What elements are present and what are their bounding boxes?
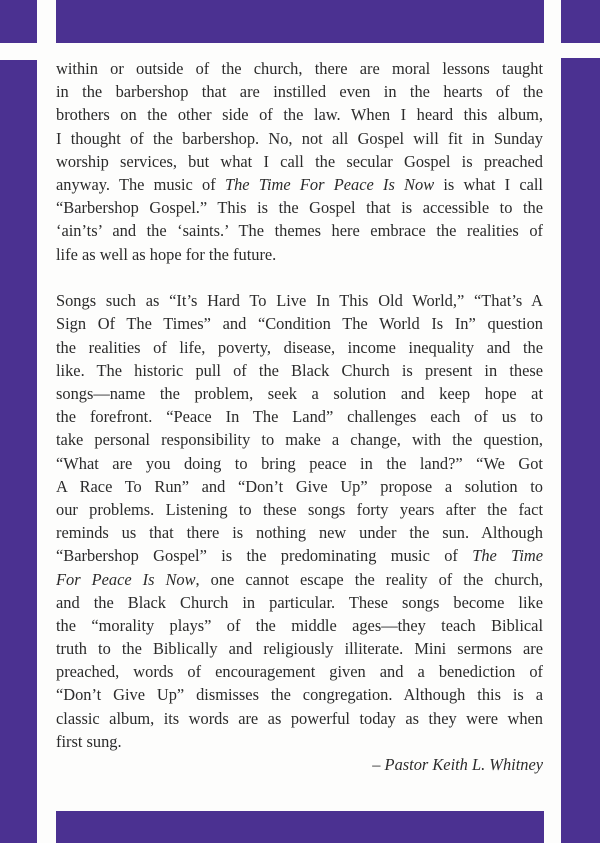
text-line [56, 243, 543, 266]
album-title: The Time [472, 546, 543, 566]
text-segment: like. The historic pull of the Black Church is present in these [56, 360, 543, 380]
text-segment: ‘ain’ts’ and the ‘saints.’ The themes here embrace the realities of [56, 221, 543, 241]
text-segment: worship services, but what I call the secular Gospel is preached [56, 151, 543, 171]
text-segment: songs—name the problem, seek a solution and keep hope at [56, 384, 543, 404]
text-line [56, 475, 543, 498]
text-line [56, 289, 543, 312]
album-title: For Peace Is Now [56, 569, 196, 589]
text-line [56, 660, 543, 683]
text-segment: the forefront. “Peace In The Land” challenges each of us to [56, 407, 543, 427]
album-title: The Time For Peace Is Now [224, 174, 435, 194]
text-line [56, 521, 543, 544]
text-segment: the realities of life, poverty, disease, income inequality and the [56, 337, 543, 357]
text-line [56, 614, 543, 637]
text-segment: classic album, its words are as powerful today as they were when [56, 708, 543, 728]
text-segment: Songs such as “It’s Hard To Live In This Old World,” “That’s A [56, 291, 543, 311]
text-segment: I thought of the barbershop. No, not all Gospel will fit in Sunday [56, 128, 543, 148]
text-segment: preached, words of encouragement given and a benediction of [56, 662, 543, 682]
text-line [56, 428, 543, 451]
text-segment: “What are you doing to bring peace in the land?” “We Got [56, 453, 543, 473]
text-line [56, 103, 543, 126]
text-segment: our problems. Listening to these songs forty years after the fact [56, 499, 543, 519]
author-signature: – Pastor Keith L. Whitney [372, 755, 543, 775]
text-line [56, 498, 543, 521]
text-line [56, 127, 543, 150]
left-purple-column [0, 60, 37, 843]
liner-notes-text [56, 57, 543, 776]
top-left-purple-block [0, 0, 37, 43]
text-line [56, 405, 543, 428]
text-line [56, 219, 543, 242]
text-line [56, 544, 543, 567]
text-segment: , one cannot escape the reality of the church, [195, 569, 543, 589]
bottom-purple-banner [56, 811, 544, 843]
text-line [56, 336, 543, 359]
text-line [56, 637, 543, 660]
text-line [56, 196, 543, 219]
text-line [56, 150, 543, 173]
text-segment: A Race To Run” and “Don’t Give Up” propose a solution to [56, 476, 543, 496]
text-segment: is what I call [434, 174, 543, 194]
text-segment: reminds us that there is nothing new under the sun. Although [56, 523, 543, 543]
text-segment: anyway. The music of [56, 174, 225, 194]
text-segment: in the barbershop that are instilled even in the hearts of the [56, 82, 543, 102]
text-segment: Sign Of The Times” and “Condition The World Is In” question [56, 314, 543, 334]
text-segment: “Barbershop Gospel.” This is the Gospel that is accessible to the [56, 198, 543, 218]
text-line [56, 312, 543, 335]
right-purple-column [561, 58, 600, 843]
text-line [56, 683, 543, 706]
text-line [56, 57, 543, 80]
paragraph-gap [56, 266, 543, 290]
text-segment: take personal responsibility to make a change, with the question, [56, 430, 543, 450]
top-right-purple-block [561, 0, 600, 43]
text-segment: within or outside of the church, there are moral lessons taught [56, 59, 543, 78]
top-purple-banner [56, 0, 544, 43]
text-line [56, 80, 543, 103]
text-segment: “Don’t Give Up” dismisses the congregation. Although this is a [56, 685, 543, 705]
text-segment: the “morality plays” of the middle ages—they teach Biblical [56, 615, 543, 635]
text-segment: truth to the Biblically and religiously illiterate. Mini sermons are [56, 639, 543, 659]
text-segment: “Barbershop Gospel” is the predominating music of [56, 546, 473, 566]
text-line [56, 173, 543, 196]
text-line [56, 568, 543, 591]
paragraph [56, 289, 543, 753]
text-segment: and the Black Church in particular. These songs become like [56, 592, 543, 612]
text-line [56, 707, 543, 730]
text-line [56, 730, 543, 753]
text-line [56, 359, 543, 382]
text-segment: brothers on the other side of the law. When I heard this album, [56, 105, 543, 125]
text-line [56, 382, 543, 405]
text-line [56, 452, 543, 475]
text-line [56, 591, 543, 614]
paragraph [56, 57, 543, 266]
text-segment: life as well as hope for the future. [56, 244, 277, 264]
text-segment: first sung. [56, 731, 122, 751]
